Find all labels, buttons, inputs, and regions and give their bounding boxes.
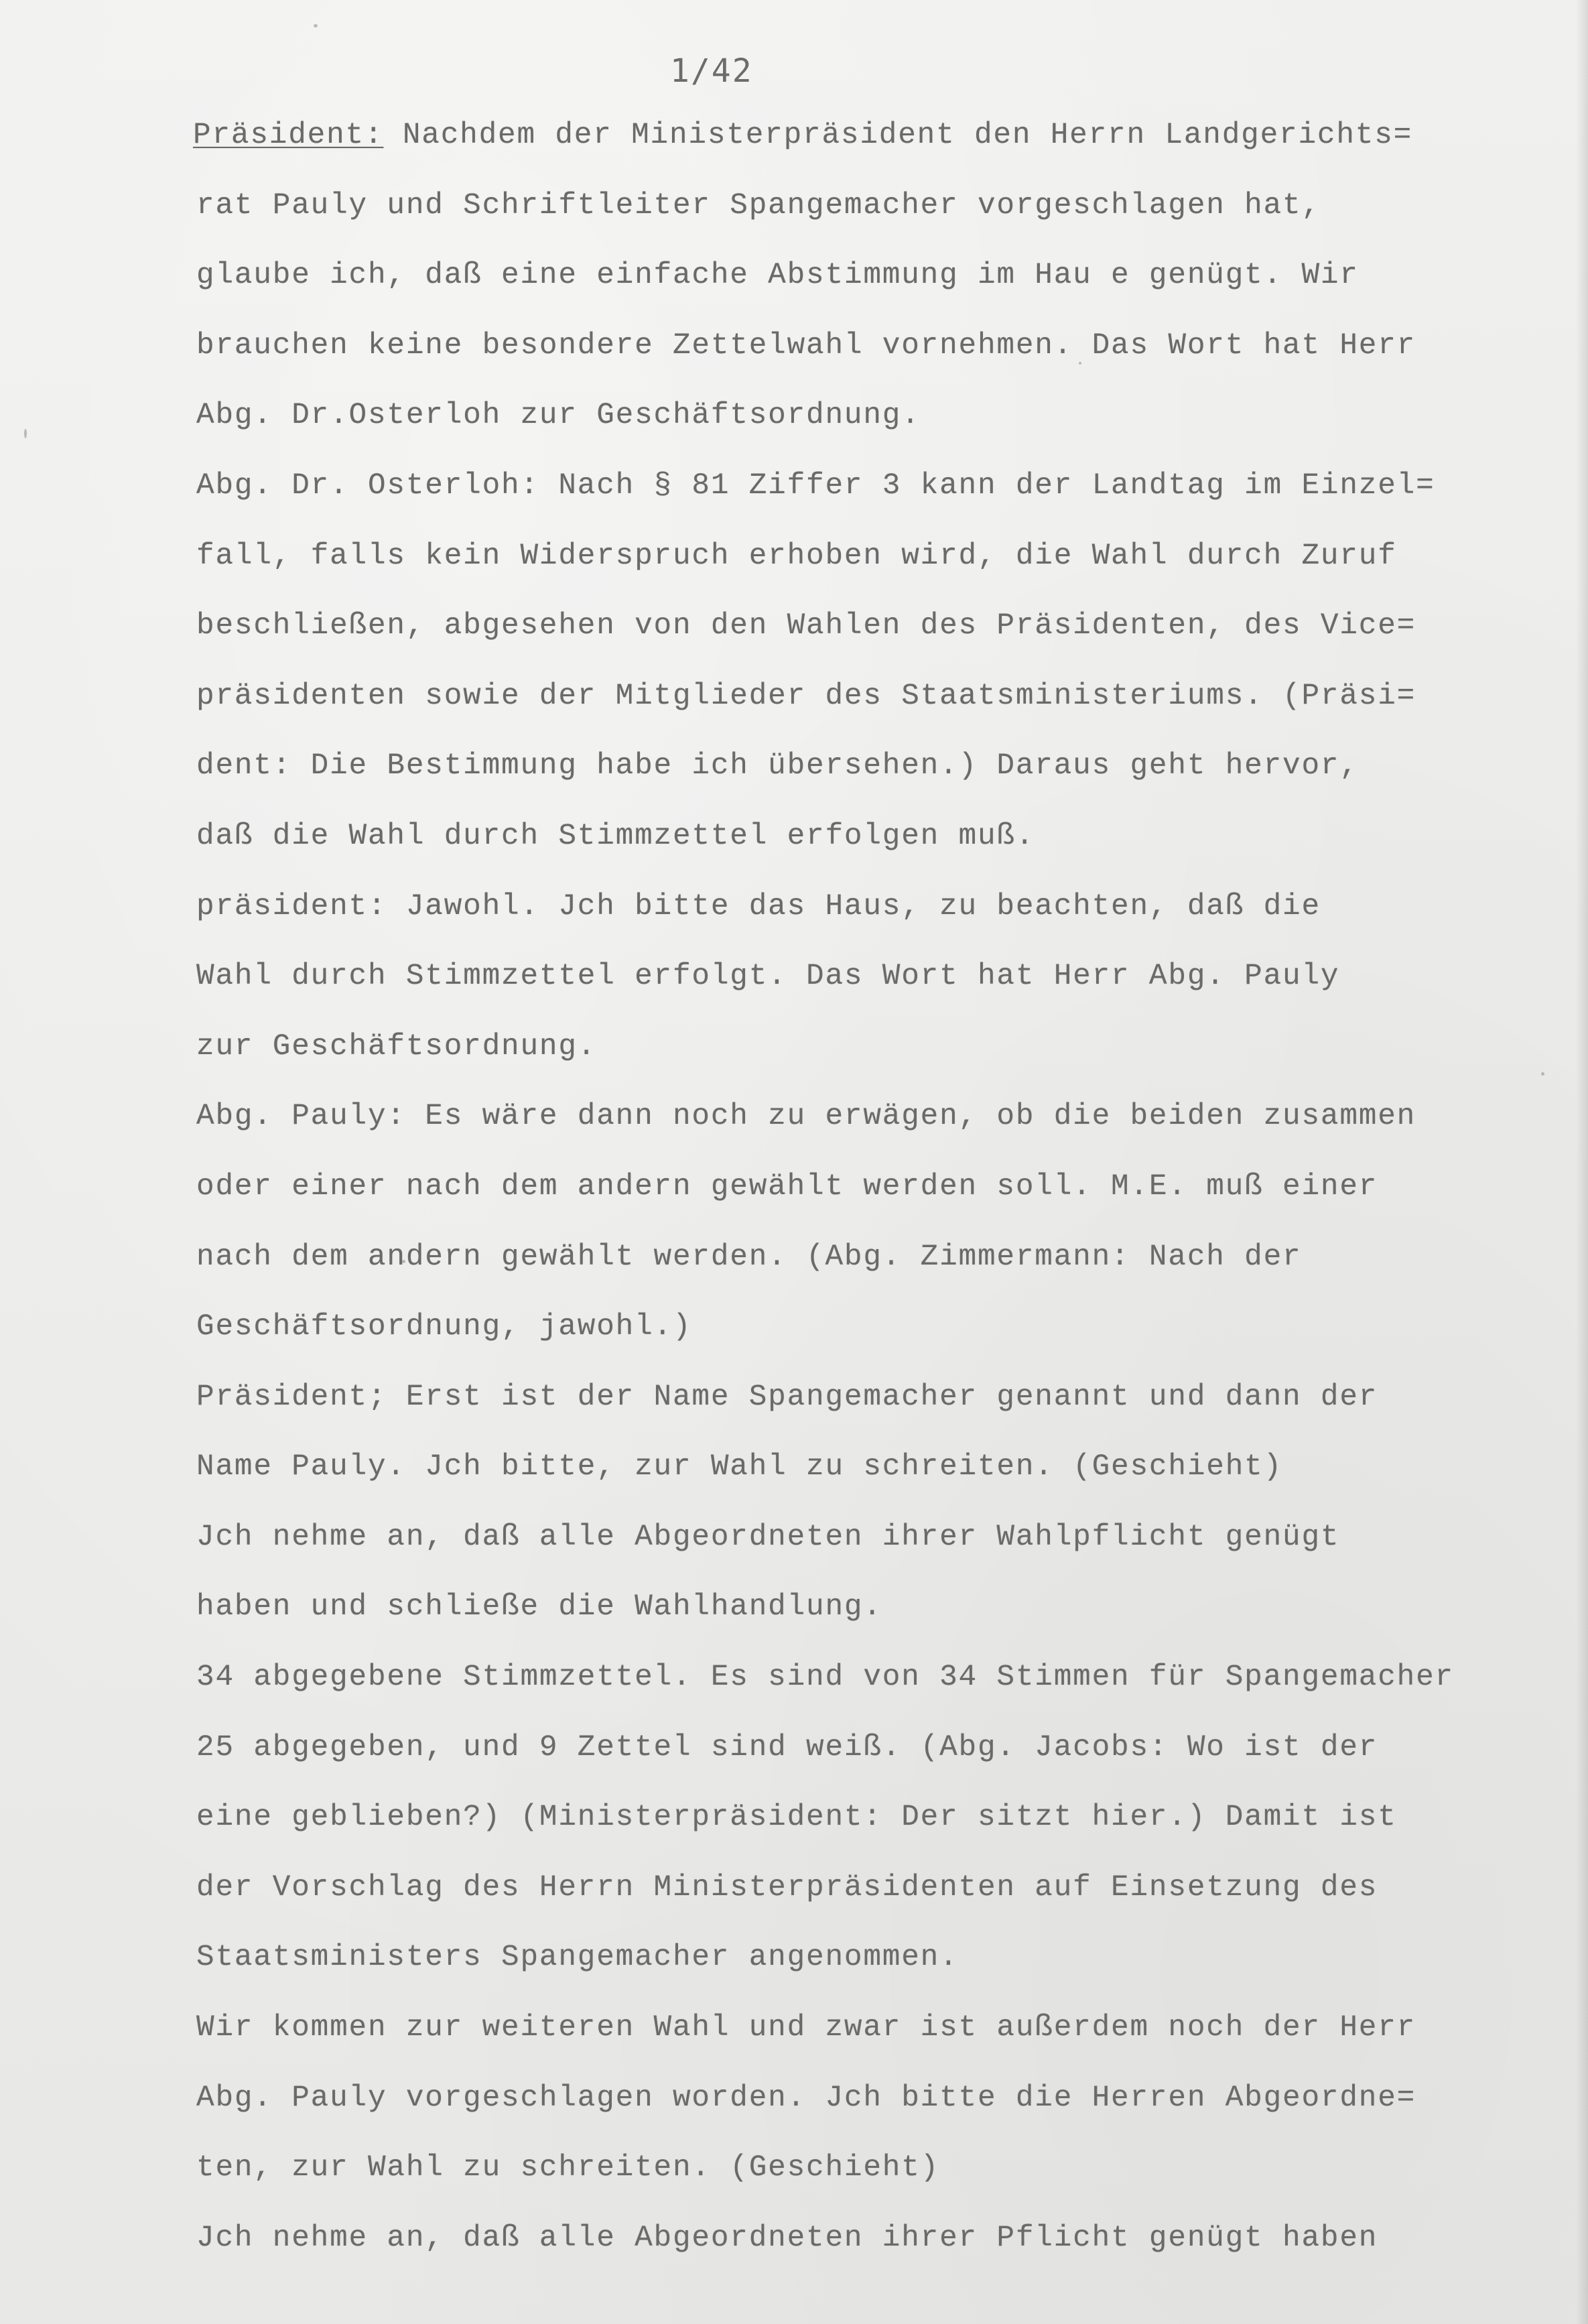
text-line: ten, zur Wahl zu schreiten. (Geschieht): [196, 2151, 940, 2185]
text-line: zur Geschäftsordnung.: [196, 1029, 597, 1063]
text-line: brauchen keine besondere Zettelwahl vornehmen. Das Wort hat Herr: [196, 328, 1416, 363]
text-line: Abg. Pauly vorgeschlagen worden. Jch bitte die Herren Abgeordne=: [196, 2081, 1416, 2115]
text-line: eine geblieben?) (Ministerpräsident: Der sitzt hier.) Damit ist: [196, 1801, 1397, 1835]
text-line: Name Pauly. Jch bitte, zur Wahl zu schreiten. (Geschieht): [196, 1450, 1283, 1484]
page-edge-shadow: [1576, 0, 1588, 2324]
text-line: dent: Die Bestimmung habe ich übersehen.) Daraus geht hervor,: [196, 749, 1359, 783]
text-line: haben und schließe die Wahlhandlung.: [196, 1590, 882, 1624]
text-line: beschließen, abgesehen von den Wahlen des Präsidenten, des Vice=: [196, 609, 1416, 643]
text-line: Abg. Pauly: Es wäre dann noch zu erwägen, ob die beiden zusammen: [196, 1100, 1416, 1134]
paper-speck: [314, 24, 318, 27]
text-line: Geschäftsordnung, jawohl.): [196, 1310, 692, 1344]
text-line: nach dem andern gewählt werden. (Abg. Zimmermann: Nach der: [196, 1240, 1302, 1274]
text-line: Abg. Dr. Osterloh: Nach § 81 Ziffer 3 kann der Landtag im Einzel=: [196, 468, 1435, 503]
text-line: 34 abgegebene Stimmzettel. Es sind von 34 Stimmen für Spangemacher: [196, 1661, 1454, 1695]
text-line: Jch nehme an, daß alle Abgeordneten ihrer Pflicht genügt haben: [196, 2221, 1378, 2255]
text-line: Staatsministers Spangemacher angenommen.: [196, 1941, 959, 1975]
page-number: 1/42: [670, 52, 753, 90]
speaker-label: Präsident:: [193, 119, 384, 152]
text-line: [193, 101, 1553, 171]
text-line: glaube ich, daß eine einfache Abstimmung im Hau e genügt. Wir: [196, 259, 1359, 293]
document-body: [193, 101, 1553, 2273]
text-line: Präsident; Erst ist der Name Spangemacher genannt und dann der: [196, 1380, 1378, 1414]
text-line: präsidenten sowie der Mitglieder des Staatsministeriums. (Präsi=: [196, 679, 1416, 713]
text-line: fall, falls kein Widerspruch erhoben wird, die Wahl durch Zuruf: [196, 539, 1397, 573]
text-line: Wahl durch Stimmzettel erfolgt. Das Wort hat Herr Abg. Pauly: [196, 960, 1340, 994]
text-line: daß die Wahl durch Stimmzettel erfolgen muß.: [196, 819, 1035, 853]
text-line: oder einer nach dem andern gewählt werden soll. M.E. muß einer: [196, 1169, 1378, 1204]
line-text: Nachdem der Ministerpräsident den Herrn Landgerichts=: [383, 119, 1413, 152]
paper-speck: [24, 429, 27, 438]
text-line: 25 abgegeben, und 9 Zettel sind weiß. (Abg. Jacobs: Wo ist der: [196, 1730, 1378, 1764]
text-line: Abg. Dr.Osterloh zur Geschäftsordnung.: [196, 399, 921, 433]
text-line: Jch nehme an, daß alle Abgeordneten ihrer Wahlpflicht genügt: [196, 1520, 1340, 1554]
text-line: präsident: Jawohl. Jch bitte das Haus, zu beachten, daß die: [196, 889, 1321, 923]
text-line: der Vorschlag des Herrn Ministerpräsidenten auf Einsetzung des: [196, 1870, 1378, 1905]
text-line: rat Pauly und Schriftleiter Spangemacher vorgeschlagen hat,: [196, 188, 1321, 222]
text-line: Wir kommen zur weiteren Wahl und zwar ist außerdem noch der Herr: [196, 2011, 1416, 2045]
